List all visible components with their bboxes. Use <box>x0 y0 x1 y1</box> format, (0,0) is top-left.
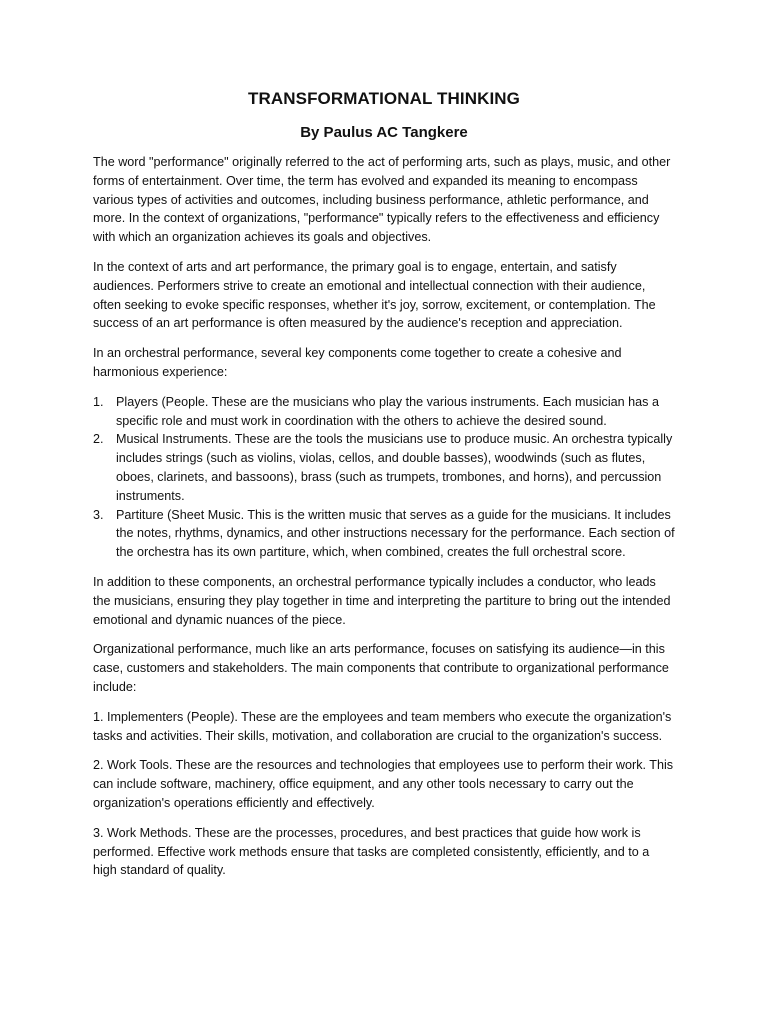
paragraph-performance-origin: The word "performance" originally referred to the act of performing arts, such as plays, music, and other forms of entertainment. Over time, the term has evolved and expanded its meaning to encompass various types of activities and outcomes, including business performance, athletic performance, and more. In the context of organizations, "performance" typically refers to the effectiveness and efficiency with which an organization achieves its goals and objectives. <box>93 155 671 245</box>
orchestra-components-list <box>93 393 675 562</box>
paragraph-work-tools: 2. Work Tools. These are the resources and technologies that employees use to perform their work. This can include software, machinery, office equipment, and any other tools necessary to carry out the organization's operations efficiently and effectively. <box>93 758 674 810</box>
list-item <box>93 506 675 562</box>
document-title: TRANSFORMATIONAL THINKING <box>248 89 520 108</box>
paragraph-art-performance: In the context of arts and art performance, the primary goal is to engage, entertain, and satisfy audiences. Performers strive to create an emotional and intellectual connection with their audience, often seeking to evoke specific responses, whether it's joy, sorrow, excitement, or contemplation. The success of an art performance is often measured by the audience's reception and appreciation. <box>93 259 656 331</box>
document-author: By Paulus AC Tangkere <box>300 124 468 141</box>
list-item-text: Players (People. These are the musicians who play the various instruments. Each musician has a specific role and must work in coordination with the others to achieve the desired sound. <box>116 394 659 428</box>
document-page <box>93 88 675 891</box>
list-item <box>93 430 675 505</box>
list-item <box>93 393 675 431</box>
paragraph-orchestral-intro: In an orchestral performance, several key components come together to create a cohesive and harmonious experience: <box>93 346 622 379</box>
paragraph-work-methods: 3. Work Methods. These are the processes, procedures, and best practices that guide how work is performed. Effective work methods ensure that tasks are completed consistently, efficiently, and to a high standard of quality. <box>93 825 650 878</box>
paragraph-implementers: 1. Implementers (People). These are the employees and team members who execute the organization's tasks and activities. Their skills, motivation, and collaboration are crucial to the organization's success. <box>93 709 672 743</box>
list-item-number: 1. <box>93 394 104 409</box>
list-item-number: 3. <box>93 507 104 522</box>
list-item-text: Partiture (Sheet Music. This is the written music that serves as a guide for the musicians. It includes the notes, rhythms, dynamics, and other instructions necessary for the performance. Each section of the orchestra has its own partiture, which, when combined, creates the full orchestral score. <box>116 507 675 560</box>
paragraph-organizational-performance: Organizational performance, much like an arts performance, focuses on satisfying its audience—in this case, customers and stakeholders. The main components that contribute to organizational performance include: <box>93 642 669 694</box>
list-item-number: 2. <box>93 432 104 447</box>
list-item-text: Musical Instruments. These are the tools the musicians use to produce music. An orchestra typically includes strings (such as violins, violas, cellos, and double basses), woodwinds (such as flutes, oboes, clarinets, and bassoons), brass (such as trumpets, trombones, and horns), and percussion instruments. <box>116 432 673 503</box>
paragraph-conductor: In addition to these components, an orchestral performance typically includes a conductor, who leads the musicians, ensuring they play together in time and interpreting the partiture to bring out the intended emotional and dynamic nuances of the piece. <box>93 574 671 627</box>
